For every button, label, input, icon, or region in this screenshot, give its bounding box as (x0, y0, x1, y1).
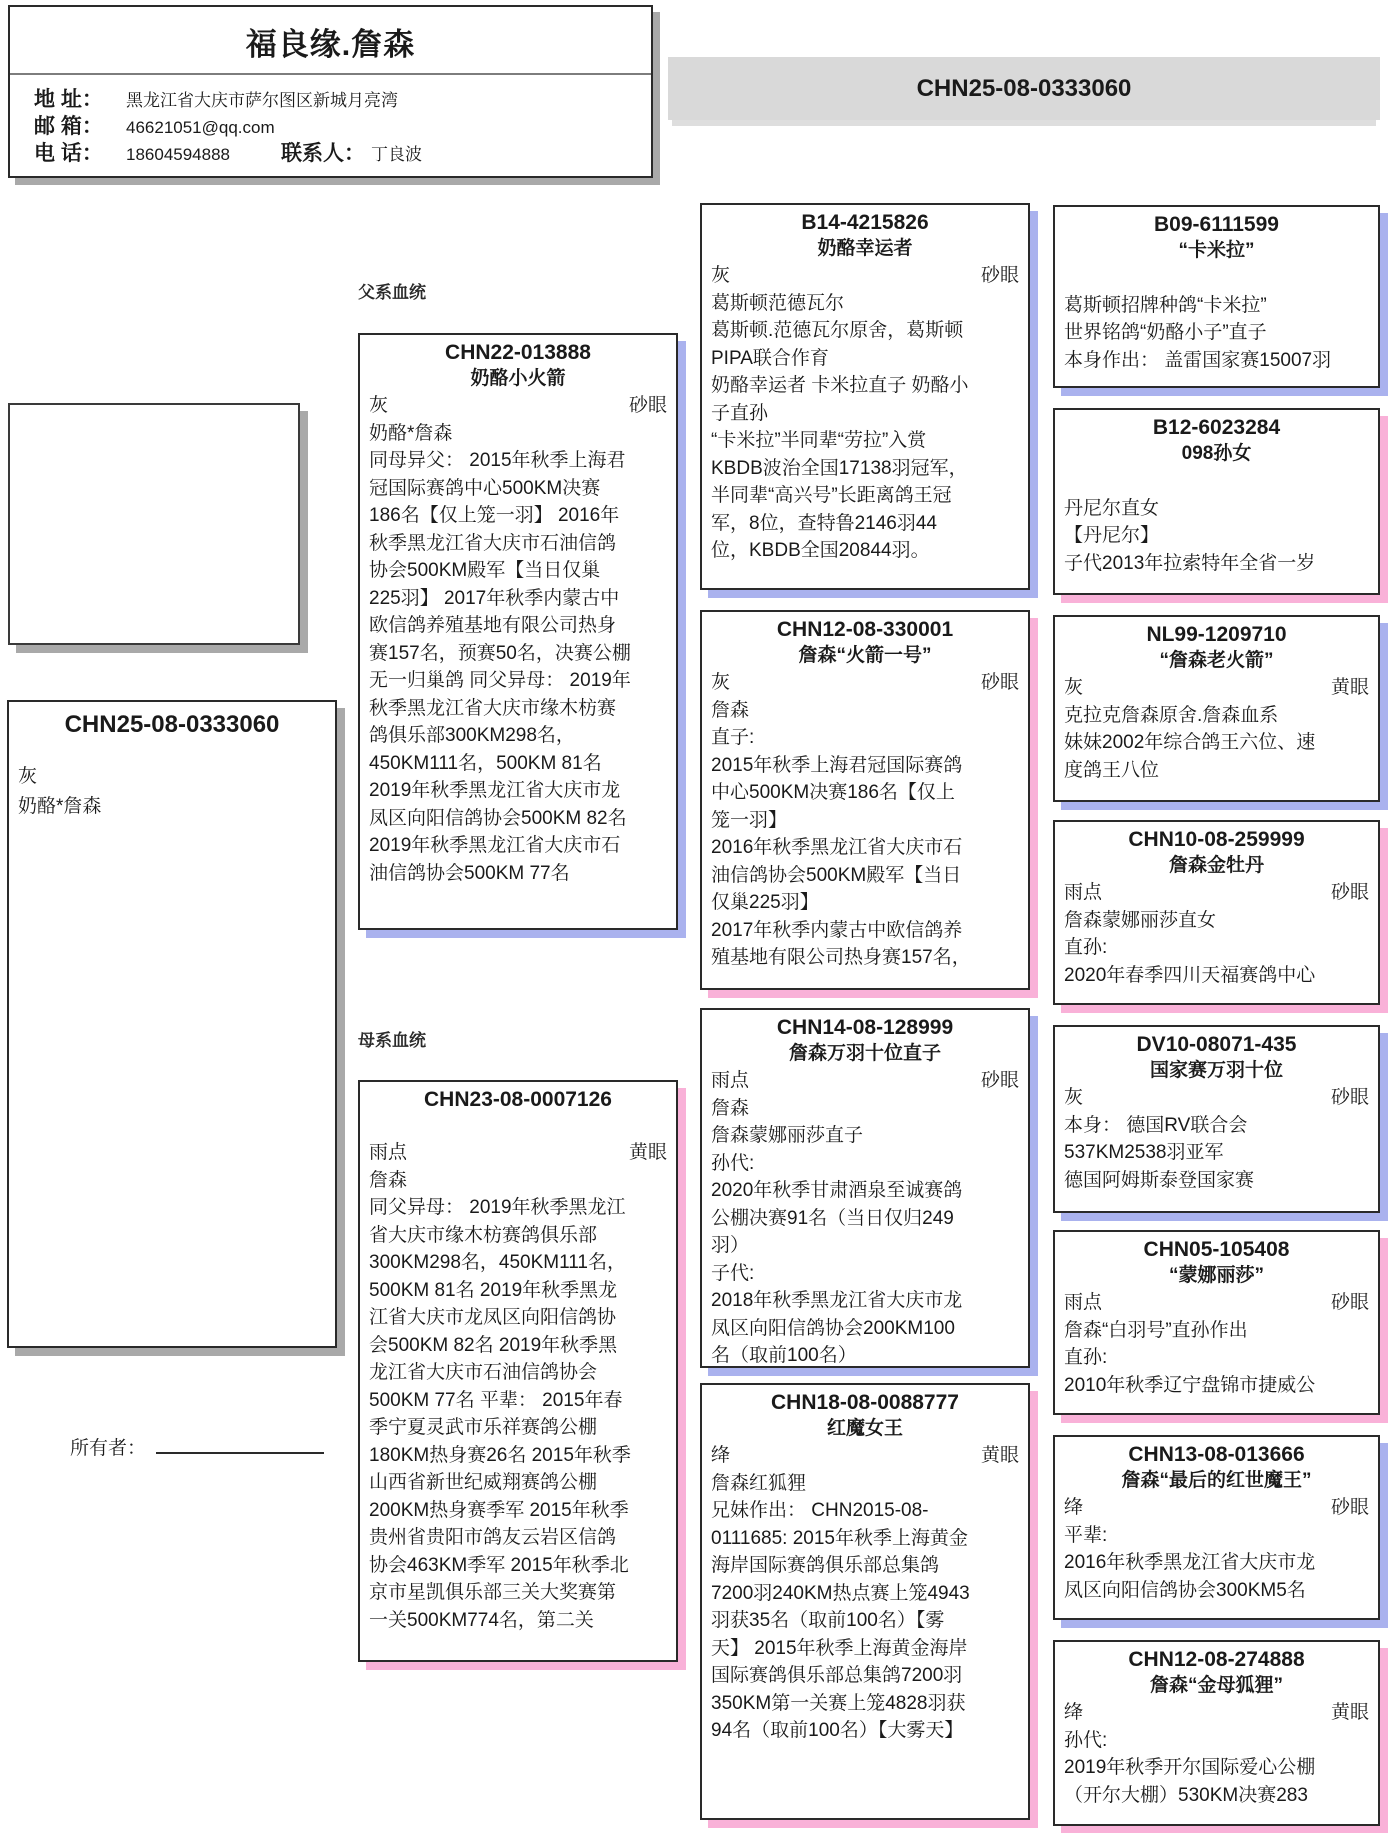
note-line: 殖基地有限公司热身赛157名， (711, 947, 971, 968)
note-line: 位，KBDB全国20844羽。 (711, 540, 930, 561)
color-eye-row (711, 1442, 1019, 1470)
note-line: 江省大庆市龙凤区向阳信鸽协 (369, 1307, 617, 1328)
note-line: 奶酪幸运者 卡米拉直子 奶酪小 (711, 375, 969, 396)
ring-number: CHN14-08-128999 (776, 1016, 954, 1039)
note-line: 协会463KM季军 2015年秋季北 (369, 1554, 629, 1576)
pigeon-name: “詹森老火箭” (1159, 650, 1274, 671)
note-line: 2020年春季四川天福赛鸽中心 (1064, 964, 1316, 986)
pigeon-name: 詹森万羽十位直子 (788, 1043, 941, 1064)
ring-number: B14-4215826 (801, 211, 929, 234)
eye-color: 黄眼 (980, 1445, 1019, 1466)
note-line: 龙江省大庆市石油信鸽协会 (369, 1362, 598, 1383)
address-label: 地 址： (34, 88, 103, 111)
feather-color: 绛 (711, 1445, 731, 1466)
pigeon-name: 红魔女王 (826, 1418, 903, 1439)
eye-color: 砂眼 (1330, 1497, 1369, 1518)
pigeon-name: 詹森金牡丹 (1168, 855, 1264, 876)
note-line: 赛157名，预赛50名，决赛公棚 (369, 642, 631, 664)
ring-number: CHN12-08-274888 (1128, 1648, 1305, 1671)
note-line: 2010年秋季辽宁盘锦市捷威公 (1064, 1374, 1316, 1396)
feather-color: 灰 (711, 265, 731, 286)
note-line: 会500KM 82名 2019年秋季黑 (369, 1334, 618, 1356)
subject-ring-number: CHN25-08-0333060 (64, 711, 280, 738)
note-line: 2019年秋季开尔国际爱心公棚 (1064, 1757, 1316, 1778)
pedigree-box-dam-sire-sire (1053, 1025, 1380, 1213)
note-line: 山西省新世纪威翔赛鸽公棚 (369, 1472, 598, 1493)
address-value: 黑龙江省大庆市萨尔图区新城月亮湾 (126, 91, 398, 110)
color-eye-row (1064, 879, 1369, 907)
note-line: 350KM第一关赛上笼4828羽获 (711, 1692, 966, 1714)
color-eye-row (711, 262, 1019, 290)
note-line: 秋季黑龙江省大庆市石油信鸽 (369, 532, 617, 554)
loft-name: 福良缘.詹森 (10, 7, 651, 75)
note-line: 直孙: (1064, 937, 1108, 958)
note-line: 海岸国际赛鸽俱乐部总集鸽 (711, 1555, 940, 1576)
ring-number: CHN10-08-259999 (1128, 828, 1305, 851)
note-line: 凤区向阳信鸽协会300KM5名 (1064, 1579, 1306, 1601)
pedigree-box-sire-sire-sire (1053, 205, 1380, 388)
color-eye-row (1064, 467, 1369, 495)
eye-color: 砂眼 (980, 1070, 1019, 1091)
eye-color: 砂眼 (980, 672, 1019, 693)
email-row (34, 114, 637, 141)
note-line: 凤区向阳信鸽协会500KM 82名 (369, 807, 627, 829)
pigeon-notes (1064, 495, 1369, 578)
feather-color: 雨点 (1064, 882, 1103, 903)
feather-color: 雨点 (711, 1070, 750, 1091)
note-line: “卡米拉”半同辈“劳拉”入赏 (711, 430, 927, 451)
pedigree-box-sire-dam-dam (1053, 820, 1380, 1005)
note-line: 本身作出： 盖雷国家赛15007羽 (1064, 349, 1332, 371)
note-line: 克拉克詹森原舍.詹森血系 (1064, 704, 1279, 726)
note-line: 孙代: (711, 1152, 755, 1174)
note-line: 国际赛鸽俱乐部总集鸽7200羽 (711, 1665, 963, 1686)
feather-color: 绛 (1064, 1702, 1084, 1723)
ring-number: CHN22-013888 (445, 341, 591, 364)
pigeon-notes (1064, 1522, 1369, 1605)
pedigree-box-dam-dam-dam (1053, 1640, 1380, 1826)
note-line: 葛斯顿范德瓦尔 (711, 292, 845, 314)
phone-row (34, 141, 637, 168)
ring-number: CHN23-08-0007126 (424, 1088, 612, 1111)
note-line: 94名（取前100名）【大雾天】 (711, 1720, 964, 1741)
note-line: 公棚决赛91名（当日仅归249 (711, 1207, 954, 1229)
ring-number: NL99-1209710 (1146, 623, 1287, 646)
note-line: 油信鸽协会500KM殿军【当日 (711, 864, 962, 886)
pigeon-name (369, 1113, 667, 1139)
note-line: 2016年秋季黑龙江省大庆市龙 (1064, 1552, 1316, 1573)
pedigree-box-sire-dam-sire (1053, 615, 1380, 802)
pigeon-notes (711, 1095, 1019, 1369)
pigeon-notes (1064, 1112, 1369, 1195)
owner-signature-line (156, 1432, 324, 1454)
pigeon-notes (711, 697, 1019, 972)
note-line: 詹森“白羽号”直孙作出 (1064, 1319, 1248, 1341)
feather-color: 灰 (1064, 1087, 1084, 1108)
note-line: 无一归巢鸽 同父异母： 2019年 (369, 670, 631, 691)
note-line: 奶酪*詹森 (18, 796, 102, 817)
note-line: 德国阿姆斯泰登国家赛 (1064, 1169, 1255, 1191)
note-line: 直子: (711, 727, 755, 748)
note-line: 同母异父： 2015年秋季上海君 (369, 450, 626, 471)
note-line: 225羽】 2017年秋季内蒙古中 (369, 587, 620, 609)
note-line: 2016年秋季黑龙江省大庆市石 (711, 837, 963, 858)
eye-color: 黄眼 (1330, 677, 1369, 698)
phone-value: 18604594888 (126, 145, 231, 164)
note-line: 欧信鸽养殖基地有限公司热身 (369, 615, 617, 636)
pedigree-box-dam-dam (700, 1383, 1030, 1820)
ring-number: B12-6023284 (1152, 416, 1281, 439)
feather-color: 灰 (369, 395, 389, 416)
pedigree-box-dam-sire-dam (1053, 1230, 1380, 1415)
note-line: 詹森 (711, 699, 750, 721)
contact-value: 丁良波 (371, 145, 422, 164)
color-eye-row (1064, 674, 1369, 702)
pigeon-notes (1064, 702, 1369, 785)
note-line: （开尔大棚）530KM决赛283 (1064, 1784, 1308, 1806)
note-line: 省大庆市缘木枋赛鸽俱乐部 (369, 1224, 598, 1246)
pedigree-box-sire (358, 333, 678, 930)
pedigree-box-subject (7, 700, 337, 1348)
note-line: 葛斯顿.范德瓦尔原舍，葛斯顿 (711, 320, 964, 341)
eye-color: 砂眼 (1330, 1292, 1369, 1313)
pedigree-box-dam-sire (700, 1008, 1030, 1368)
note-line: 葛斯顿招牌种鸽“卡米拉” (1064, 294, 1267, 316)
note-line: 季宁夏灵武市乐祥赛鸽公棚 (369, 1417, 598, 1438)
color-eye-row (1064, 264, 1369, 292)
note-line: 凤区向阳信鸽协会200KM100 (711, 1317, 955, 1339)
eye-color: 黄眼 (628, 1142, 667, 1163)
ring-number: CHN12-08-330001 (776, 618, 954, 641)
note-line: 詹森 (711, 1097, 750, 1119)
note-line: 300KM298名，450KM111名， (369, 1252, 626, 1273)
note-line: 半同辈“高兴号”长距离鸽王冠 (711, 485, 952, 506)
pedigree-box-sire-dam (700, 610, 1030, 990)
owner-label: 所有者： (70, 1438, 147, 1459)
pigeon-photo-placeholder (8, 403, 300, 645)
color-eye-row (1064, 1289, 1369, 1317)
note-line: 2018年秋季黑龙江省大庆市龙 (711, 1290, 963, 1311)
note-line: 200KM热身赛季军 2015年秋季 (369, 1499, 629, 1521)
pigeon-name: 詹森“火箭一号” (798, 645, 932, 666)
note-line: 7200羽240KM热点赛上笼4943 (711, 1582, 970, 1604)
ring-number: B09-6111599 (1154, 213, 1279, 236)
note-line: 0111685: 2015年秋季上海黄金 (711, 1527, 968, 1549)
note-line: 仅巢225羽】 (711, 892, 819, 913)
note-line: KBDB波治全国17138羽冠军， (711, 457, 968, 479)
paternal-bloodline-label: 父系血统 (358, 283, 426, 302)
note-line: 一关500KM774名，第二关 (369, 1609, 594, 1631)
loft-contact-info (10, 75, 651, 174)
ring-number: CHN05-105408 (1143, 1238, 1290, 1261)
feather-color: 雨点 (1064, 1292, 1103, 1313)
address-row (34, 87, 637, 114)
note-line: 名（取前100名） (711, 1345, 857, 1366)
pigeon-notes (1064, 907, 1369, 990)
note-line: 537KM2538羽亚军 (1064, 1142, 1224, 1163)
note-line: 500KM 77名 平辈： 2015年春 (369, 1389, 623, 1411)
note-line: 羽获35名（取前100名）【雾 (711, 1610, 945, 1631)
feather-color: 灰 (1064, 677, 1084, 698)
subject-notes (18, 762, 326, 822)
note-line: 笼一羽】 (711, 809, 788, 831)
color-eye-row (711, 1067, 1019, 1095)
note-line: 军，8位，查特鲁2146羽44 (711, 512, 937, 534)
pigeon-notes (711, 1470, 1019, 1745)
note-line: 羽） (711, 1235, 750, 1256)
ring-number: CHN13-08-013666 (1128, 1443, 1305, 1466)
email-value: 46621051@qq.com (126, 118, 275, 137)
note-line: 中心500KM决赛186名【仅上 (711, 782, 955, 803)
email-label: 邮 箱： (34, 115, 103, 138)
note-line: 500KM 81名 2019年秋季黑龙 (369, 1279, 618, 1301)
note-line: 直孙: (1064, 1347, 1108, 1368)
pigeon-name: 奶酪幸运者 (817, 238, 913, 259)
pigeon-name: “蒙娜丽莎” (1168, 1265, 1264, 1286)
color-eye-row (1064, 1494, 1369, 1522)
eye-color: 砂眼 (628, 395, 667, 416)
note-line: 詹森 (369, 1169, 408, 1191)
pigeon-name: 098孙女 (1181, 443, 1252, 464)
note-line: 詹森蒙娜丽莎直子 (711, 1125, 864, 1146)
note-line: 妹妹2002年综合鸽王六位、速 (1064, 732, 1316, 753)
pigeon-notes (369, 1167, 667, 1635)
pigeon-name: “卡米拉” (1178, 240, 1255, 261)
pedigree-box-dam-dam-sire (1053, 1435, 1380, 1620)
pigeon-notes (369, 420, 667, 888)
note-line: 灰 (18, 766, 38, 787)
contact-label: 联系人： (281, 142, 365, 165)
note-line: 子直孙 (711, 402, 769, 424)
note-line: 鸽俱乐部300KM298名， (369, 725, 575, 746)
maternal-bloodline-label: 母系血统 (358, 1031, 426, 1050)
note-line: 京市星凯俱乐部三关大奖赛第 (369, 1582, 617, 1603)
pigeon-name: 国家赛万羽十位 (1149, 1060, 1283, 1081)
note-line: 贵州省贵阳市鸽友云岩区信鸽 (369, 1527, 617, 1548)
note-line: 2017年秋季内蒙古中欧信鸽养 (711, 919, 963, 941)
note-line: 天】 2015年秋季上海黄金海岸 (711, 1637, 968, 1659)
note-line: PIPA联合作育 (711, 347, 829, 369)
pigeon-notes (1064, 292, 1369, 375)
note-line: 180KM热身赛26名 2015年秋季 (369, 1444, 631, 1466)
eye-color: 砂眼 (1330, 882, 1369, 903)
color-eye-row (1064, 1084, 1369, 1112)
color-eye-row (369, 392, 667, 420)
eye-color: 黄眼 (1330, 1702, 1369, 1723)
pigeon-notes (711, 290, 1019, 565)
pigeon-notes (1064, 1317, 1369, 1400)
note-line: 2020年秋季甘肃酒泉至诚赛鸽 (711, 1180, 963, 1201)
note-line: 油信鸽协会500KM 77名 (369, 862, 570, 884)
note-line: 子代2013年拉索特年全省一岁 (1064, 552, 1316, 574)
feather-color: 雨点 (369, 1142, 408, 1163)
phone-label: 电 话： (34, 142, 103, 165)
note-line: 子代: (711, 1262, 755, 1284)
feather-color: 绛 (1064, 1497, 1084, 1518)
pigeon-name: 詹森“金母狐狸” (1149, 1675, 1283, 1696)
ring-number: CHN18-08-0088777 (771, 1391, 959, 1414)
color-eye-row (369, 1139, 667, 1167)
note-line: 2019年秋季黑龙江省大庆市石 (369, 835, 621, 856)
pedigree-box-sire-sire (700, 203, 1030, 590)
ring-number: DV10-08071-435 (1136, 1033, 1297, 1056)
note-line: 协会500KM殿军【当日仅巢 (369, 560, 601, 581)
owner-row (70, 1432, 324, 1460)
note-line: 孙代: (1064, 1729, 1108, 1751)
note-line: 450KM111名，500KM 81名 (369, 752, 602, 774)
eye-color: 砂眼 (980, 265, 1019, 286)
note-line: 兄妹作出： CHN2015-08- (711, 1500, 929, 1521)
note-line: 冠国际赛鸽中心500KM决赛 (369, 477, 601, 499)
ring-number-banner: CHN25-08-0333060 (668, 57, 1380, 120)
pedigree-box-sire-sire-dam (1053, 408, 1380, 595)
note-line: 詹森蒙娜丽莎直女 (1064, 909, 1217, 931)
pigeon-notes (1064, 1727, 1369, 1810)
note-line: 同父异母： 2019年秋季黑龙江 (369, 1197, 626, 1218)
loft-header-card (8, 5, 653, 178)
note-line: 世界铭鸽“奶酪小子”直子 (1064, 322, 1267, 343)
note-line: 詹森红狐狸 (711, 1472, 807, 1494)
note-line: 平辈: (1064, 1524, 1108, 1546)
note-line: 度鸽王八位 (1064, 759, 1160, 781)
color-eye-row (711, 669, 1019, 697)
pedigree-box-dam (358, 1080, 678, 1662)
note-line: 【丹尼尔】 (1064, 525, 1160, 546)
note-line: 本身： 德国RV联合会 (1064, 1114, 1248, 1136)
note-line: 2015年秋季上海君冠国际赛鸽 (711, 754, 963, 776)
note-line: 2019年秋季黑龙江省大庆市龙 (369, 780, 621, 801)
note-line: 秋季黑龙江省大庆市缘木枋赛 (369, 697, 617, 719)
note-line: 丹尼尔直女 (1064, 497, 1160, 519)
color-eye-row (1064, 1699, 1369, 1727)
pigeon-name: 奶酪小火箭 (470, 368, 566, 389)
feather-color: 灰 (711, 672, 731, 693)
eye-color: 砂眼 (1330, 1087, 1369, 1108)
pigeon-name: 詹森“最后的红世魔王” (1121, 1470, 1312, 1491)
note-line: 186名【仅上笼一羽】 2016年 (369, 505, 620, 526)
note-line: 奶酪*詹森 (369, 422, 453, 444)
